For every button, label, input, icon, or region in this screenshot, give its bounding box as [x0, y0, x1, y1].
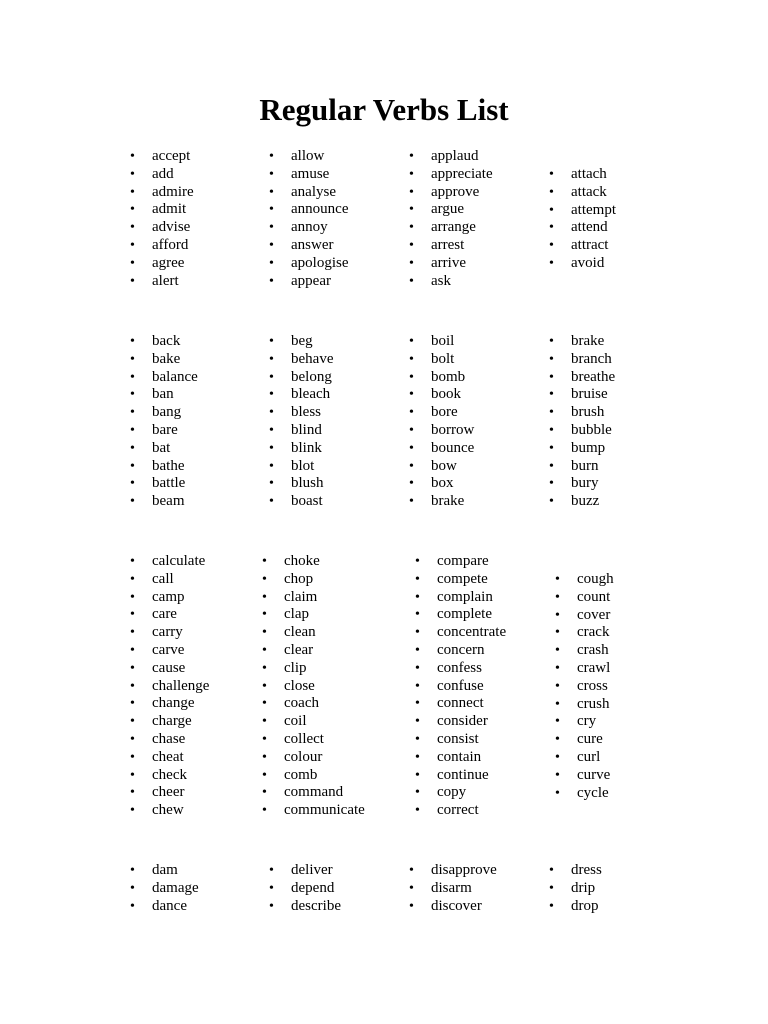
verb-list-item: • answer	[291, 237, 349, 255]
verb-list-item: • compare	[437, 553, 506, 571]
verb-list-item: • bat	[152, 440, 198, 458]
verb-list-item: • care	[152, 606, 209, 624]
verb-list-item: • blush	[291, 475, 333, 493]
verb-list-item: • appreciate	[431, 166, 493, 184]
verb-list-item: • concern	[437, 642, 506, 660]
verb-list-item: • cry	[577, 713, 614, 731]
verb-column-d4	[571, 862, 602, 915]
verb-list-item: • charge	[152, 713, 209, 731]
verb-list-item: • bolt	[431, 351, 474, 369]
verb-column-a2	[291, 148, 349, 290]
verb-column-c4	[577, 571, 614, 802]
verb-list-item: • bow	[431, 458, 474, 476]
verb-list-item: • count	[577, 589, 614, 607]
verb-list-item: • clip	[284, 660, 365, 678]
verb-list-item: • box	[431, 475, 474, 493]
verb-list-item: • bathe	[152, 458, 198, 476]
verb-list-item: • bang	[152, 404, 198, 422]
verb-list-item: • consist	[437, 731, 506, 749]
verb-list-item: • damage	[152, 880, 199, 898]
verb-list-item: • argue	[431, 201, 493, 219]
verb-column-d2	[291, 862, 341, 915]
verb-list-item: • challenge	[152, 678, 209, 696]
verb-column-c1	[152, 553, 209, 820]
verb-list-item: • call	[152, 571, 209, 589]
verb-column-b3	[431, 333, 474, 511]
verb-list-item: • bless	[291, 404, 333, 422]
verb-list-item: • chase	[152, 731, 209, 749]
verb-list-item: • complain	[437, 589, 506, 607]
verb-list-item: • attack	[571, 184, 616, 202]
verb-column-c3	[437, 553, 506, 820]
verb-list-item: • bleach	[291, 386, 333, 404]
verb-list-item: • breathe	[571, 369, 615, 387]
verb-list-item: • blind	[291, 422, 333, 440]
verb-list-item: • bubble	[571, 422, 615, 440]
verb-list-item: • crawl	[577, 660, 614, 678]
verb-list-item: • book	[431, 386, 474, 404]
verb-list-item: • borrow	[431, 422, 474, 440]
verb-list-item: • bomb	[431, 369, 474, 387]
verb-list-item: • crush	[577, 696, 614, 714]
verb-list-item: • arrive	[431, 255, 493, 273]
verb-list-item: • beam	[152, 493, 198, 511]
verb-list-item: • attract	[571, 237, 616, 255]
verb-list-item: • avoid	[571, 255, 616, 273]
verb-list-item: • dam	[152, 862, 199, 880]
verb-list-item: • check	[152, 767, 209, 785]
verb-list-item: • accept	[152, 148, 194, 166]
verb-list-item: • crash	[577, 642, 614, 660]
verb-list-item: • coil	[284, 713, 365, 731]
verb-list-item: • boil	[431, 333, 474, 351]
verb-list-item: • complete	[437, 606, 506, 624]
verb-list-item: • concentrate	[437, 624, 506, 642]
verb-list-item: • bruise	[571, 386, 615, 404]
verb-list-item: • crack	[577, 624, 614, 642]
verb-list-item: • drop	[571, 898, 602, 916]
verb-list-item: • beg	[291, 333, 333, 351]
verb-list-item: • behave	[291, 351, 333, 369]
verb-list-item: • brake	[431, 493, 474, 511]
verb-list-item: • bounce	[431, 440, 474, 458]
verb-list-item: • copy	[437, 784, 506, 802]
verb-list-item: • dance	[152, 898, 199, 916]
verb-list-item: • command	[284, 784, 365, 802]
verb-column-a4	[571, 166, 616, 273]
verb-list-item: • analyse	[291, 184, 349, 202]
verb-list-item: • describe	[291, 898, 341, 916]
verb-list-item: • chew	[152, 802, 209, 820]
verb-column-b2	[291, 333, 333, 511]
verb-list-item: • clap	[284, 606, 365, 624]
verb-list-item: • alert	[152, 273, 194, 291]
verb-list-item: • chop	[284, 571, 365, 589]
verb-list-item: • balance	[152, 369, 198, 387]
verb-list-item: • choke	[284, 553, 365, 571]
verb-list-item: • agree	[152, 255, 194, 273]
verb-list-item: • apologise	[291, 255, 349, 273]
verb-list-item: • calculate	[152, 553, 209, 571]
verb-list-item: • discover	[431, 898, 497, 916]
verb-list-item: • admire	[152, 184, 194, 202]
verb-list-item: • correct	[437, 802, 506, 820]
verb-list-item: • confuse	[437, 678, 506, 696]
verb-list-item: • carve	[152, 642, 209, 660]
verb-list-item: • appear	[291, 273, 349, 291]
verb-list-item: • arrest	[431, 237, 493, 255]
verb-list-item: • bury	[571, 475, 615, 493]
verb-list-item: • bake	[152, 351, 198, 369]
verb-list-item: • cough	[577, 571, 614, 589]
verb-list-item: • confess	[437, 660, 506, 678]
verb-list-item: • attach	[571, 166, 616, 184]
verb-column-d1	[152, 862, 199, 915]
verb-list-item: • attend	[571, 219, 616, 237]
verb-list-item: • bore	[431, 404, 474, 422]
verb-list-item: • ban	[152, 386, 198, 404]
verb-list-item: • cheer	[152, 784, 209, 802]
verb-column-a1	[152, 148, 194, 290]
verb-column-b1	[152, 333, 198, 511]
verb-list-item: • cure	[577, 731, 614, 749]
verb-list-item: • brake	[571, 333, 615, 351]
verb-list-item: • belong	[291, 369, 333, 387]
verb-list-item: • dress	[571, 862, 602, 880]
verb-list-item: • carry	[152, 624, 209, 642]
verb-list-item: • close	[284, 678, 365, 696]
verb-list-item: • approve	[431, 184, 493, 202]
verb-list-item: • deliver	[291, 862, 341, 880]
verb-list-item: • disapprove	[431, 862, 497, 880]
verb-list-item: • bump	[571, 440, 615, 458]
verb-column-d3	[431, 862, 497, 915]
verb-list-item: • cause	[152, 660, 209, 678]
verb-list-item: • ask	[431, 273, 493, 291]
verb-list-item: • depend	[291, 880, 341, 898]
verb-list-item: • boast	[291, 493, 333, 511]
verb-list-item: • clean	[284, 624, 365, 642]
verb-list-item: • blot	[291, 458, 333, 476]
verb-list-item: • brush	[571, 404, 615, 422]
page-title: Regular Verbs List	[259, 92, 509, 127]
verb-list-item: • add	[152, 166, 194, 184]
verb-column-b4	[571, 333, 615, 511]
verb-list-item: • continue	[437, 767, 506, 785]
verb-list-item: • afford	[152, 237, 194, 255]
verb-list-item: • disarm	[431, 880, 497, 898]
verb-list-item: • compete	[437, 571, 506, 589]
verb-list-item: • cheat	[152, 749, 209, 767]
verb-list-item: • admit	[152, 201, 194, 219]
verb-list-item: • contain	[437, 749, 506, 767]
verb-list-item: • cover	[577, 607, 614, 625]
verb-list-item: • curl	[577, 749, 614, 767]
verb-list-item: • blink	[291, 440, 333, 458]
verb-list-item: • bare	[152, 422, 198, 440]
verb-list-item: • annoy	[291, 219, 349, 237]
verb-column-c2	[284, 553, 365, 820]
verb-list-item: • announce	[291, 201, 349, 219]
verb-list-item: • collect	[284, 731, 365, 749]
verb-list-item: • buzz	[571, 493, 615, 511]
verb-list-item: • back	[152, 333, 198, 351]
verb-list-item: • curve	[577, 767, 614, 785]
verb-list-item: • attempt	[571, 202, 616, 220]
verb-list-item: • cross	[577, 678, 614, 696]
verb-column-a3	[431, 148, 493, 290]
verb-list-item: • communicate	[284, 802, 365, 820]
verb-list-item: • allow	[291, 148, 349, 166]
verb-list-item: • consider	[437, 713, 506, 731]
verb-list-item: • comb	[284, 767, 365, 785]
verb-list-item: • camp	[152, 589, 209, 607]
verb-list-item: • amuse	[291, 166, 349, 184]
verb-list-item: • cycle	[577, 785, 614, 803]
verb-list-item: • clear	[284, 642, 365, 660]
verb-list-item: • drip	[571, 880, 602, 898]
verb-list-item: • burn	[571, 458, 615, 476]
verb-list-item: • claim	[284, 589, 365, 607]
verb-list-item: • colour	[284, 749, 365, 767]
verb-list-item: • branch	[571, 351, 615, 369]
verb-list-item: • connect	[437, 695, 506, 713]
verb-list-item: • applaud	[431, 148, 493, 166]
verb-list-item: • battle	[152, 475, 198, 493]
verb-list-item: • arrange	[431, 219, 493, 237]
verb-list-item: • change	[152, 695, 209, 713]
verb-list-item: • coach	[284, 695, 365, 713]
verb-list-item: • advise	[152, 219, 194, 237]
